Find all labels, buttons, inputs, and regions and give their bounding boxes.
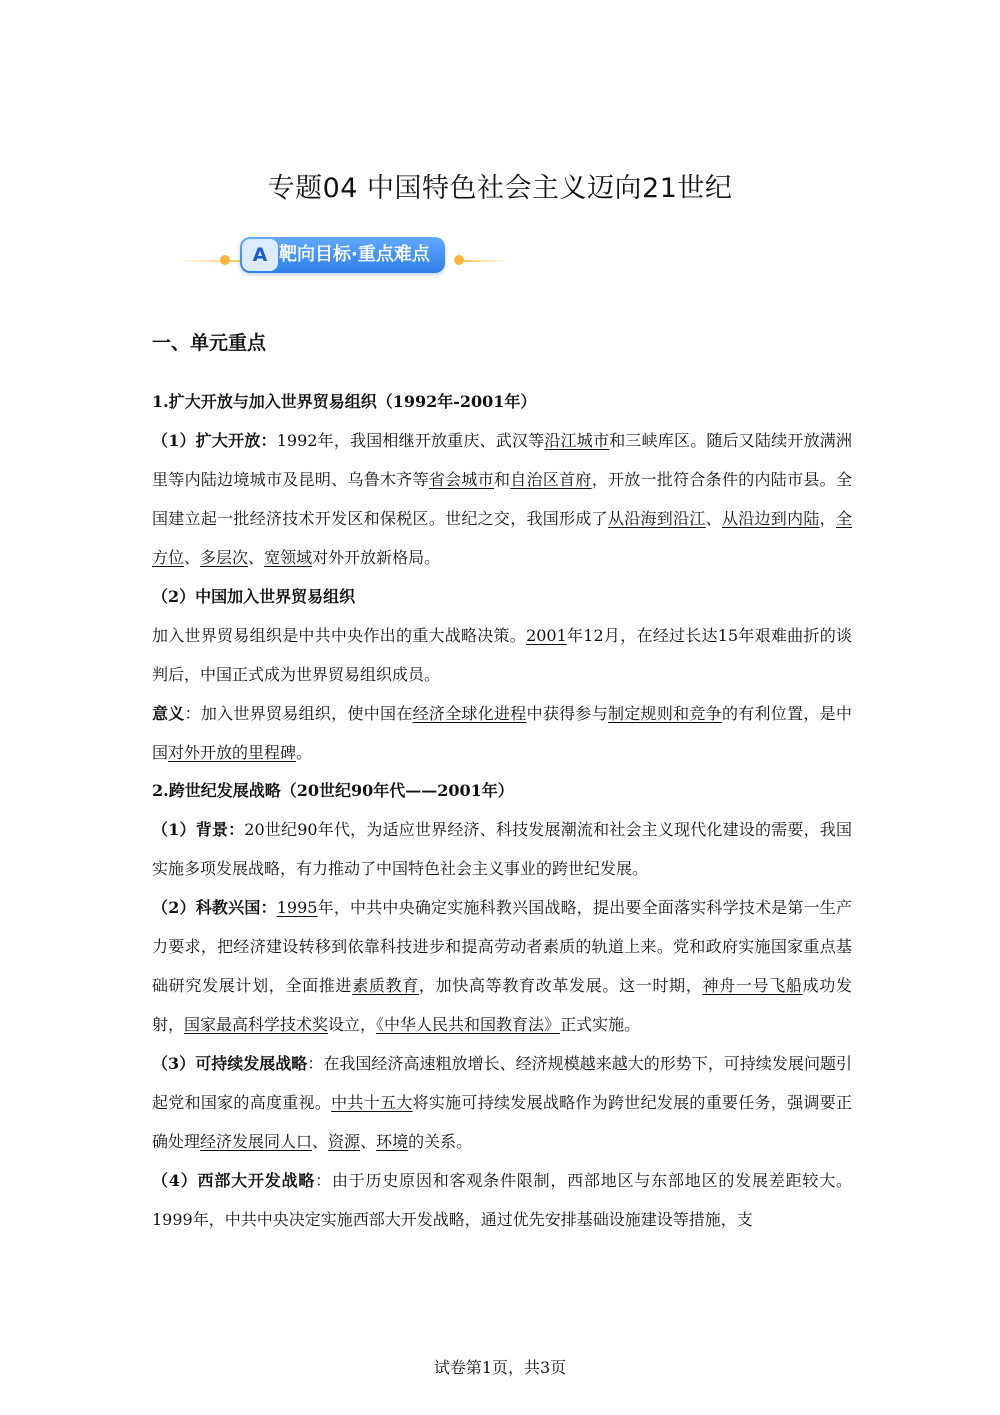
underlined-term: 《中华人民共和国教育法》 — [376, 1015, 561, 1034]
banner-line-left — [175, 260, 245, 262]
underlined-term: 制定规则和竞争 — [607, 704, 722, 723]
text: 设立， — [328, 1015, 377, 1034]
paragraph-expand-opening — [152, 421, 852, 577]
banner-badge: A — [242, 239, 278, 271]
text: 的有利位置，是中国 — [152, 704, 852, 762]
text: 年12月，在经过长达15年艰难曲折的谈判后，中国正式成为世界贸易组织成员。 — [152, 626, 852, 684]
underlined-term: 省会城市 — [428, 470, 494, 489]
underlined-term: 全方位 — [152, 509, 852, 567]
text: 年，中共中央确定实施科教兴国战略，提出要全面落实科学技术是第一生产力要求，把经济建设转移到依靠科技进步和提高劳动者素质的轨道上来。党和政府实施国家重点基础研究发展计划，全面推进 — [152, 898, 852, 995]
paragraph-background — [152, 810, 852, 888]
text: 加入世界贸易组织是中共中央作出的重大战略决策。 — [152, 626, 527, 645]
paragraph-label: （4）西部大开发战略 — [152, 1171, 316, 1190]
text: 、 — [184, 548, 201, 567]
text: 对外开放新格局。 — [312, 548, 441, 567]
underlined-term: 2001 — [526, 626, 567, 645]
underlined-term: 自治区首府 — [510, 470, 592, 489]
paragraph-wto — [152, 616, 852, 694]
text: ，开放一批符合条件的内陆市县。全国建立起一批经济技术开发区和保税区。世纪之交，我国形成了 — [152, 470, 852, 528]
underlined-term: 国家最高科学技术奖 — [184, 1015, 329, 1034]
text: 中获得参与 — [526, 704, 608, 723]
text: 成功发射， — [152, 976, 852, 1034]
underlined-term: 沿江城市 — [544, 431, 610, 450]
text: 、 — [312, 1132, 329, 1151]
section-banner — [175, 235, 510, 275]
text: 将实施可持续发展战略作为跨世纪发展的重要任务，强调要正确处理 — [152, 1093, 852, 1151]
banner-dot-left-icon — [220, 255, 230, 265]
underlined-term: 1995 — [276, 898, 318, 917]
text: 20世纪90年代，为适应世界经济、科技发展潮流和社会主义现代化建设的需要，我国实施多项发展战略，有力推动了中国特色社会主义事业的跨世纪发展。 — [152, 820, 852, 878]
underlined-term: 从沿边到内陆 — [721, 509, 820, 528]
text: 、 — [248, 548, 265, 567]
section-heading: 一、单元重点 — [152, 332, 267, 354]
text: 和 — [493, 470, 511, 489]
text: 。 — [296, 743, 313, 762]
text: ， — [819, 509, 836, 528]
underlined-term: 对外开放的里程碑 — [168, 743, 297, 762]
underlined-term: 资源 — [328, 1132, 361, 1151]
paragraph-significance — [152, 694, 852, 772]
paragraph-label: （1）背景： — [152, 820, 245, 839]
banner-label: 靶向目标·重点难点 — [279, 244, 430, 265]
text: ：在我国经济高速粗放增长、经济规模越来越大的形势下，可持续发展问题引起党和国家的高度重视。 — [152, 1054, 852, 1112]
paragraph-label: 意义 — [152, 704, 185, 723]
text: ，加快高等教育改革发展。这一时期， — [418, 976, 703, 995]
topic-heading-2: 2.跨世纪发展战略（20世纪90年代——2001年） — [152, 781, 514, 800]
text: 和三峡库区。随后又陆续开放满洲里等内陆边境城市及昆明、乌鲁木齐等 — [152, 431, 852, 489]
banner-line-right — [463, 260, 510, 262]
underlined-term: 经济发展同人口 — [200, 1132, 313, 1151]
text: ：加入世界贸易组织，使中国在 — [184, 704, 413, 723]
paragraph-label: （2）中国加入世界贸易组织 — [152, 587, 356, 606]
text: 正式实施。 — [560, 1015, 641, 1034]
underlined-term: 从沿海到沿江 — [607, 509, 706, 528]
underlined-term: 多层次 — [200, 548, 249, 567]
paragraph-science-education — [152, 888, 852, 1044]
underlined-term: 素质教育 — [352, 976, 419, 995]
text: ：由于历史原因和客观条件限制，西部地区与东部地区的发展差距较大。1999年，中共中央决定实施西部大开发战略，通过优先安排基础设施建设等措施，支 — [152, 1171, 852, 1229]
underlined-term: 神舟一号飞船 — [702, 976, 803, 995]
paragraph-label: （2）科教兴国： — [152, 898, 277, 917]
text: 、 — [705, 509, 722, 528]
paragraph-western-development — [152, 1161, 852, 1239]
paragraph-sustainable — [152, 1044, 852, 1161]
page-footer: 试卷第1页，共3页 — [433, 1358, 567, 1377]
page-title: 专题04 中国特色社会主义迈向21世纪 — [267, 173, 733, 204]
text: 、 — [360, 1132, 377, 1151]
paragraph-label: （1）扩大开放： — [152, 431, 277, 450]
text: 1992年，我国相继开放重庆、武汉等 — [276, 431, 545, 450]
underlined-term: 中共十五大 — [331, 1093, 413, 1112]
underlined-term: 经济全球化进程 — [412, 704, 527, 723]
underlined-term: 环境 — [376, 1132, 409, 1151]
topic-heading-1: 1.扩大开放与加入世界贸易组织（1992年-2001年） — [152, 392, 537, 411]
underlined-term: 宽领域 — [264, 548, 313, 567]
paragraph-label: （3）可持续发展战略 — [152, 1054, 308, 1073]
paragraph-wto-heading — [152, 577, 852, 616]
text: 的关系。 — [408, 1132, 473, 1151]
document-body — [152, 328, 852, 1239]
